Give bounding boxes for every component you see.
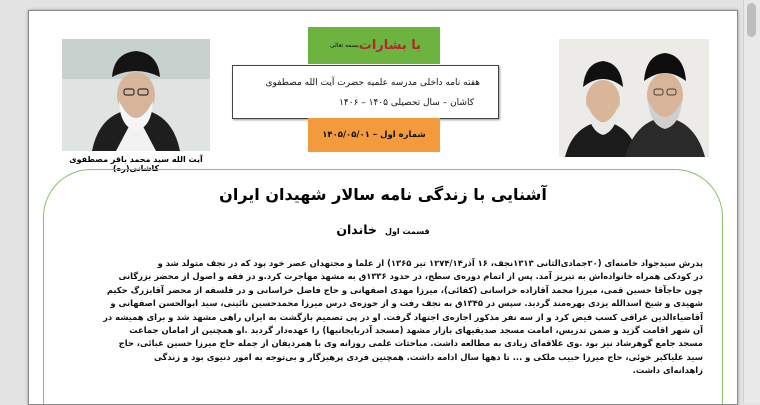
newsletter-page [28,10,738,405]
body-line: چون حاجآقا حسین قمی، میرزا محمد آقازاده خراسانی (کفائی)، میرزا مهدی اصفهانی و حاج فاضل خراسانی و در فلسفه از محضر آقابزرگ حکیم [106,284,703,295]
portrait-left-graphic [62,39,210,151]
leaders-portrait-right [559,39,709,157]
body-line: آقاضیاءالدین عراقی کسب فیض کرد و از سه نفر مذکور اجازه‌ی اجتهاد گرفت. او در پی تصمیم بازگشت به ایران راهی مشهد شد و برای همیشه در [103,311,703,322]
issue-number-box: شماره اول – ۱۴۰۵/۰۵/۰۱ [308,118,440,152]
body-line: مسجد جامع گوهرشاد نیز بود .وی علاقه‌ای زیادی به مطالعه داشت. مباحثات علمی روزانه وی با همردیفان از جمله حاج میرزا حسین عبائی، حاج [118,338,703,349]
article-subtitle [29,219,737,238]
left-portrait-caption: آیت الله سید محمد باقر مصطفوی کاشانی(ره) [69,155,203,173]
body-line: پدرش سیدجواد خامنه‌ای (۲۰جمادی‌الثانی ۱۳۱۳نجف، ۱۶ آذر۱۲۷۴/۱۴ تیر ۱۳۶۵) از علما و مجتهدان عصر خود بود که در نجف متولد شد و [157,258,703,268]
article-part-label: قسمت اول [385,227,430,236]
masthead-small-text: بسمه تعالی [329,42,359,49]
masthead-banner [308,27,440,64]
body-line: آن شهر اقامت گزید و ضمن تدریس، امامت مسجد صدیقیهای بازار مشهد (مسجد آذربایجانیها) را عهده‌دار گردید .او همچنین از امامان جماعت [129,325,703,336]
newsletter-title-line2: کاشان – سال تحصیلی ۱۴۰۵ – ۱۴۰۶ [339,98,474,108]
body-line: شهیدی و شیخ اسدالله یزدی بهره‌مند گردید. سپس در ۱۳۴۵ق به نجف رفت و از حوزه‌ی درس میرزا محمدحسین نائینی، سید ابوالحسن اصفهانی و [110,298,703,309]
body-line: در کودکی همراه خانواده‌اش به تبریز آمد. پس از اتمام دوره‌ی سطح، در حدود ۱۳۳۶ق به مشهد مهاجرت کرد.و در فقه و اصول از محضر بزرگانی [118,271,703,282]
vertical-scrollbar[interactable] [743,0,760,403]
masthead-name: با بشارات [358,38,422,53]
body-line: زاهدانه‌ای داشت. [632,365,703,376]
article-body [61,257,703,378]
body-line: سید علیاکبر خوئی، حاج میرزا حبیب ملکی و ... تا دهها سال ادامه داشت. همچنین فردی پرهیزگار و بی‌توجه به امور دنیوی بود و زندگی [153,351,703,362]
article-subtitle-word: خاندان [336,222,377,237]
newsletter-title-line1: هفته نامه داخلی مدرسه علمیه حضرت آیت الله مصطفوی [265,78,480,88]
portrait-right-graphic [559,39,709,157]
article-title: آشنایی با زندگی نامه سالار شهیدان ایران [219,185,547,204]
newsletter-title-box [232,65,499,119]
scrollbar-thumb[interactable] [747,3,756,37]
cleric-portrait-left [62,39,210,151]
